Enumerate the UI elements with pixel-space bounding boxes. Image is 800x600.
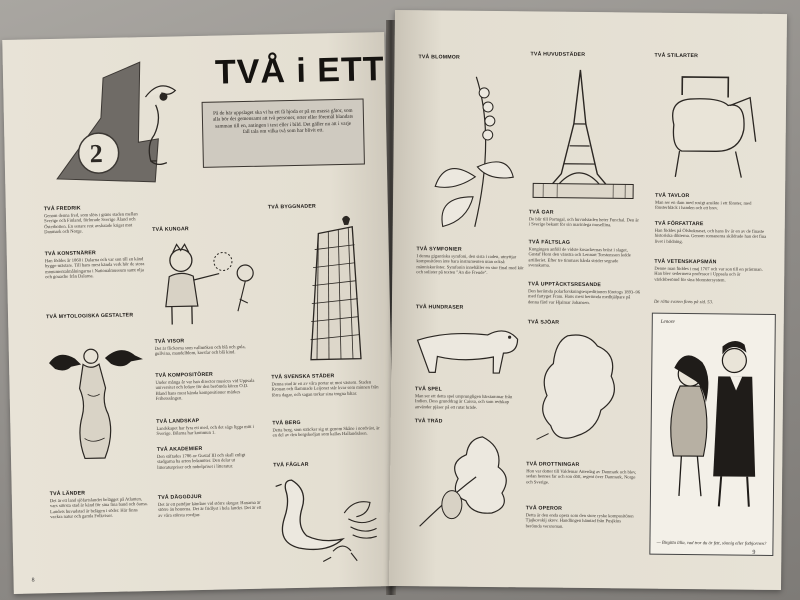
section-heading: TVÅ OPEROR [525,505,563,512]
section-konstnarer [45,249,146,280]
chair-illustration [655,65,766,186]
couple-cartoon-box [649,313,776,556]
section-heading: TVÅ SYMFONIER [416,246,462,253]
illustration-label: Lenore [660,319,675,325]
right-page [389,10,787,590]
section-heading: TVÅ LÄNDER [49,490,86,498]
section-huvudstader [531,51,631,59]
section-vetenskapsman [654,259,766,283]
section-forfattare [655,221,767,245]
section-text: Han föddes på Ölsboknaset, och hans liv är en av de finaste historiska dikterna. Genom romanerna skildrade han det fina livet i bildning. [654,227,767,244]
section-heading: TVÅ AKADEMIER [156,445,203,453]
section-heading: TVÅ FREDRIK [43,205,81,213]
section-text: Genom denna fred, som slöts i gräns staden mellan Sverige och Finland, förlorade Sverige Åland och Österbotten. En senare rest avslutade kriget mot Danmark och Norge. [43,211,138,235]
section-landskap [156,417,260,437]
section-heading: TVÅ VISOR [154,338,185,345]
section-heading: TVÅ MYTOLOGISKA GESTALTER [45,312,134,321]
flowers-illustration [415,66,527,237]
section-daggdjur [158,493,262,518]
section-heading: TVÅ KOMPOSITÖRER [155,371,214,379]
section-text: Man ser en dam med rosigt ansikte i ett fönster, med fönsterbläck i handen och ett brev. [654,199,752,211]
section-gar [529,209,641,228]
section-visor [155,337,259,357]
section-hundraser [416,304,516,312]
section-text: Det är ett pattdjur kändare vid större skogar. Hanarna är större än honorna. Det är fridlyst i hela landet. Det är ett av våra största rovdjur. [157,499,262,518]
section-berg [272,418,382,438]
section-text: De blir till Portugal, och huvudstaden heter Funchal. Den är i Sverige bekant för sin marinlega mosellina. [528,216,639,228]
section-text: Han föddes år 1860 i Dalarna och var son till en känd bygge-mästare. Till hans mest kända verk hör de stora monumentalmålningarna i Nationalmuseum samt olja och gouache från Dalarna. [44,256,145,280]
section-lander [50,489,151,520]
section-symfonier [416,246,524,276]
number-two-emblem [45,56,198,209]
dog-illustration [413,316,524,377]
section-operor [526,505,638,529]
section-heading: TVÅ KUNGAR [152,226,189,233]
section-spel [415,386,523,410]
section-text: Denna stad är en av våra portar ut mot västern. Staden Kronan och flammade Leijonet står kvar som minnen från förra dagar, och sagan torkar sina trogna båtar. [271,379,379,398]
section-heading: TVÅ HUNDRASER [415,304,464,311]
cartoon-caption: — Birgitta lilla, vad tror du är fett, sönnig eller fotbjornen? [656,540,767,547]
page-number: 8 [31,577,35,584]
leaning-tower-illustration [288,212,381,364]
section-tavlor [655,193,767,212]
section-heading: TVÅ SJÖAR [527,319,560,326]
section-heading: TVÅ FÅGLAR [273,461,309,469]
section-text: Den stiftades 1786 av Gustaf III och skall enligt stadgarna ha arton ledamöter. Den delar ut litteraturpriser och nobelpriset i litteratur. [156,452,246,470]
section-akademier [157,445,261,470]
section-heading: TVÅ STILARTER [654,52,699,60]
section-heading: TVÅ SVENSKA STÄDER [271,373,335,381]
section-text: Under många år var han director musices vid Uppsala universitet och ledare för den berömda kören O.D. Bland hans mest kända kompositioner märkes Frihetssången. [155,377,255,402]
section-heading: TVÅ SPEL [415,386,443,393]
section-text: I denna gigantiska symfoni, den sista i raden, utnyttjar kompositören inte bara instrumenten utan också människoröster. Symfonin innehåller en stor final med kör och solister på texten "An die Freude". [416,253,524,276]
section-heading: TVÅ BLOMMOR [418,54,460,61]
section-svenska-stader [271,372,381,398]
section-heading: TVÅ TAVLOR [655,192,690,200]
section-heading: TVÅ DÄGGDJUR [157,493,202,501]
section-text: Kungingen anföll de vidste kosackernas bröst i slaget, Gustaf Horn den vänstra och Lennart Torstensson ledde artilleriet. Efter tre timmars hårda strider segrade svenskarna. [528,246,631,268]
section-sjoar [528,319,628,327]
answers-note [654,299,766,306]
section-stilarter [655,53,755,61]
section-text: Man ser ett detta spel ursprungligen härstammar från Indien. Dess grunddrag är Caissa, och som redskap använder pjäser på ett rutat bräde. [414,393,513,410]
eiffel-tower-illustration [529,63,640,204]
section-text: Det är ett land sjöfartslandet belägget på Atlanten, vars största stad är känd för sina fina band och öarna. Landets huvudstad är belägen i söder. Här finns vackra natur och gamla Folkvisor. [49,496,148,520]
section-heading: TVÅ DROTTNINGAR [526,461,580,468]
lake-map-illustration [526,329,637,450]
section-kungar [152,225,252,234]
section-text: Hon var dotter till Valdemar Atterdag av Danmark och blev, sedan hennes far och son dött, regent över Danmark, Norge och Sverige. [526,468,637,485]
page-title: TVÅ i ETT [214,50,385,92]
section-heading: TVÅ LANDSKAP [156,418,200,425]
section-fredrik [44,204,145,235]
section-faglar [273,460,373,469]
section-text: Landskapet har fyra ett med, och det sägs ligga mitt i Sverige. Bilarna har kommun 1. [156,423,255,437]
answers-text: De rätta svaren finns på sid. 53. [653,298,714,305]
section-faltslag [528,239,640,269]
section-blommor [418,54,518,62]
intro-box [202,99,365,168]
section-mytologiska [46,312,146,321]
section-heading: TVÅ GAR [528,209,554,216]
venus-statue-illustration [43,337,156,479]
section-drottningar [526,461,638,485]
section-heading: TVÅ KONSTNÄRER [44,250,97,258]
tree-leaf-illustration [412,426,523,537]
intro-text: På de här uppslaget ska vi ha ett få hjoda er på en massa gåtor, som alla bör det gemensamt att två personer, orter eller föremål blandats samman till en, antingen i text eller i bild. Det gäller nu att i varje fall tala om vilka två som har blivit ett. [212,107,354,136]
section-heading: TVÅ BERG [272,419,301,427]
page-number: 9 [752,549,756,556]
section-kompositorer [155,371,260,402]
section-heading: TVÅ TRÄD [414,418,443,425]
section-heading: TVÅ UPPTÄCKTSRESANDE [528,281,602,289]
section-heading: TVÅ BYGGNADER [267,203,316,211]
section-byggnader [268,202,368,211]
section-heading: TVÅ FÄLTSLAG [528,239,571,246]
left-page [2,32,396,594]
section-heading: TVÅ HUVUDSTÄDER [530,51,586,58]
kings-illustration [152,239,264,331]
svg-text:2: 2 [89,138,103,169]
section-text: Denne man föddes i maj 1707 och var son till en prästman. Han blev sedermera professor i Uppsala och är världsberömd för sina blomstersystem. [654,265,763,283]
swan-rooster-illustration [273,472,385,564]
section-text: Det är flickorna som vallmöken och blå och gula, gullvina, mandelblom, korsfar och blå kind. [154,344,246,357]
section-text: Detta är den enda opera som den store ryske kompositören Tjajkovskij skrev. Handlingen hämtad från Pusjkins berömda versroman. [525,512,634,529]
section-text: Detta berg, som sträcker sig ut genom Skåne i nordväst, är en del av den bergskedjan som kallas Hallandsåsen. [272,425,380,438]
section-heading: TVÅ FÖRFATTARE [654,220,704,228]
section-upptacktsresande [528,281,640,305]
section-trad [415,418,515,426]
section-heading: TVÅ VETENSKAPSMÄN [654,258,717,266]
section-text: Den berömda polarforskningsexpeditionen företogs 1893–96 med fartyget Fram. Hans mest berömda medhjälpare på denna färd var Hjalmar Johansen. [527,288,641,305]
couple-cartoon [651,324,775,525]
